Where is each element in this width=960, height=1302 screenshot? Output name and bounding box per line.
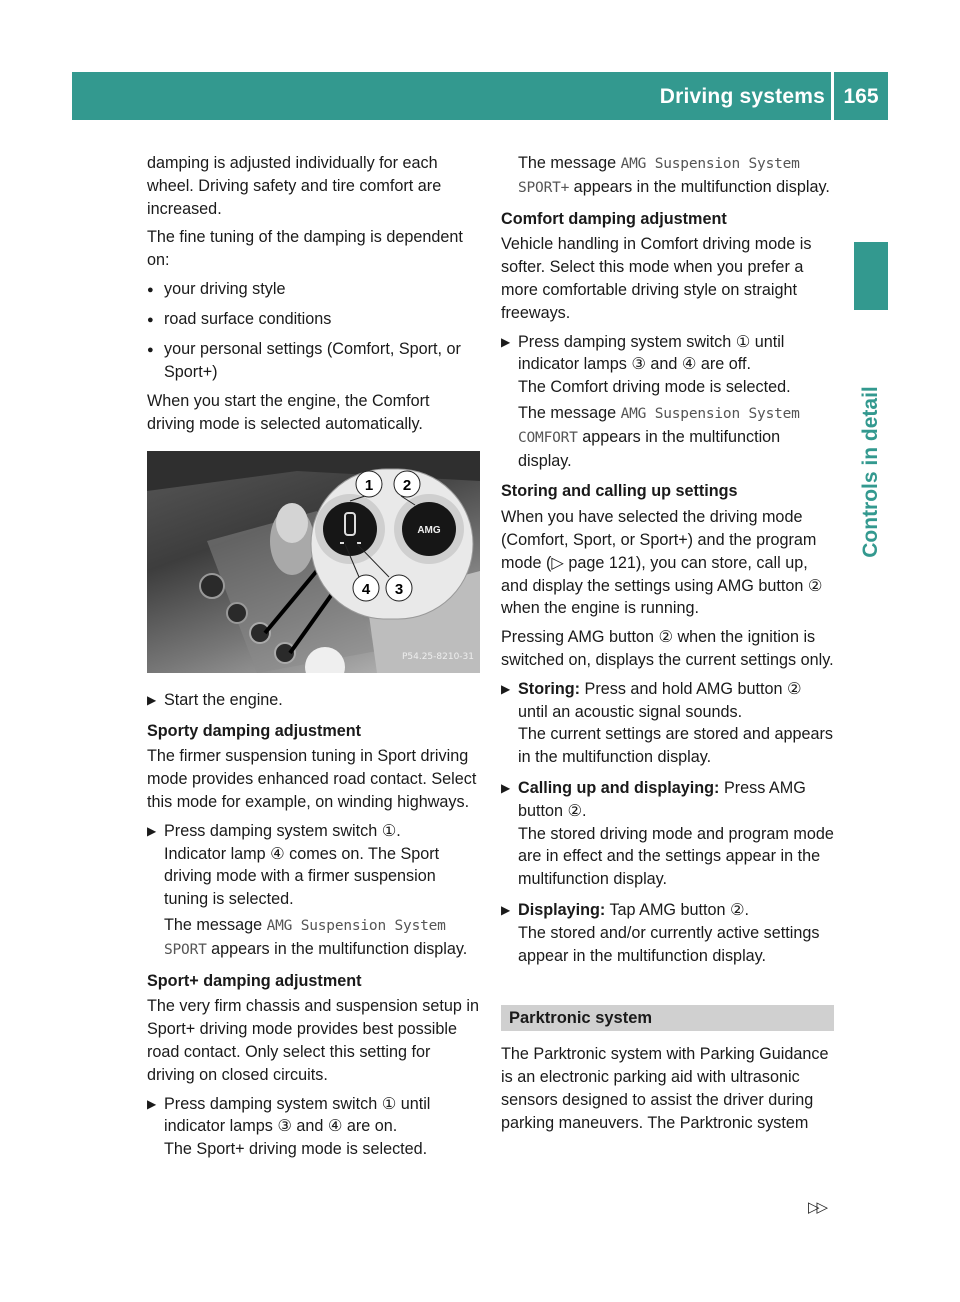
bullet-icon: ●: [147, 343, 154, 356]
subheading: Comfort damping adjustment: [501, 209, 727, 228]
page-number: 165: [843, 85, 879, 108]
figure-code: P54.25-8210-31: [401, 651, 474, 662]
svg-text:4: 4: [361, 580, 371, 598]
instruction-step: ▶ Press damping system switch ① until indicator lamps ③ and ④ are on. The Sport+ driving mode is selected.: [147, 1094, 431, 1159]
bullet-item: ● your personal settings (Comfort, Sport, or Sport+): [147, 339, 461, 382]
instruction-step: ▶ Start the engine.: [147, 689, 481, 712]
svg-text:2: 2: [402, 476, 412, 494]
display-message: The message AMG Suspension System COMFORT appears in the multifunction display.: [518, 403, 800, 470]
step-arrow-icon: ▶: [147, 823, 157, 838]
subheading: Sport+ damping adjustment: [147, 971, 362, 990]
subheading: Storing and calling up settings: [501, 482, 738, 501]
right-column: [501, 152, 835, 1140]
paragraph: The fine tuning of the damping is dependent on:: [147, 228, 463, 270]
paragraph: Vehicle handling in Comfort driving mode is softer. Select this mode when you prefer a more comfortable driving style on straight freeways.: [501, 235, 812, 322]
svg-text:3: 3: [394, 580, 404, 598]
chapter-tab-marker: [854, 242, 888, 310]
bullet-item: ● road surface conditions: [147, 308, 481, 332]
svg-text:1: 1: [364, 476, 374, 494]
callout-3-icon: [386, 575, 412, 601]
bullet-icon: ●: [147, 313, 154, 326]
callout-1-icon: [356, 471, 382, 497]
instruction-step: ▶ Displaying: Tap AMG button ②. The stored and/or currently active settings appear in the multifunction display.: [501, 900, 820, 965]
step-arrow-icon: ▶: [147, 1096, 157, 1111]
instruction-continuation: [501, 152, 835, 200]
header-separator: [831, 72, 834, 120]
display-message: The message AMG Suspension System SPORT+ appears in the multifunction display.: [518, 154, 830, 196]
damping-switch-photo: [147, 451, 480, 673]
display-message: The message AMG Suspension System SPORT appears in the multifunction display.: [164, 915, 468, 958]
paragraph: Pressing AMG button ② when the ignition is switched on, displays the current settings only.: [501, 628, 834, 669]
step-arrow-icon: ▶: [501, 334, 511, 349]
paragraph: When you have selected the driving mode (Comfort, Sport, or Sport+) and the program mode (▷ page 121), you can store, call up, and display the settings using AMG button ② when the engine is running.: [501, 508, 823, 618]
left-column: [147, 152, 481, 1169]
step-arrow-icon: ▶: [147, 692, 157, 707]
paragraph: When you start the engine, the Comfort driving mode is selected automatically.: [147, 392, 430, 433]
callout-2-icon: [394, 471, 420, 497]
section-title: Driving systems: [659, 85, 825, 108]
chapter-label: Controls in detail: [859, 386, 882, 558]
paragraph: The Parktronic system with Parking Guidance is an electronic parking aid with ultrasonic sensors designed to assist the driver during parking maneuvers. The Parktronic system: [501, 1045, 829, 1132]
subheading: Sporty damping adjustment: [147, 721, 362, 740]
callout-4-icon: [353, 575, 379, 601]
step-arrow-icon: ▶: [501, 681, 511, 696]
paragraph: The very firm chassis and suspension setup in Sport+ driving mode provides best possible road contact. Only select this setting for driving on closed circuits.: [147, 997, 480, 1084]
bullet-item: ● your driving style: [147, 278, 481, 302]
paragraph: damping is adjusted individually for each wheel. Driving safety and tire comfort are increased.: [147, 154, 442, 218]
paragraph: The firmer suspension tuning in Sport driving mode provides enhanced road contact. Select this mode for example, on winding highways.: [147, 747, 477, 811]
section-heading-parktronic: Parktronic system: [501, 1005, 834, 1031]
instruction-step: ▶ Press damping system switch ①. Indicator lamp ④ comes on. The Sport driving mode with a firmer suspension tuning is selected. The message AMG Suspension System SPORT appears in the multifunction display.: [147, 820, 481, 962]
instruction-step: ▶ Calling up and displaying: Press AMG button ②. The stored driving mode and program mode are in effect and the settings appear in the multifunction display.: [501, 778, 834, 889]
step-arrow-icon: ▶: [501, 780, 511, 795]
instruction-step: ▶ Press damping system switch ① until indicator lamps ③ and ④ are off. The Comfort driving mode is selected. The message AMG Suspension System COMFORT appears in the multifunction display.: [501, 331, 835, 473]
bullet-icon: ●: [147, 283, 154, 296]
instruction-step: ▶ Storing: Press and hold AMG button ② until an acoustic signal sounds. The current settings are stored and appears in the multifunction display.: [501, 679, 833, 767]
continued-icon: ▷▷: [808, 1199, 826, 1216]
svg-text:AMG: AMG: [417, 524, 441, 536]
console-illustration: [147, 451, 480, 673]
step-arrow-icon: ▶: [501, 902, 511, 917]
